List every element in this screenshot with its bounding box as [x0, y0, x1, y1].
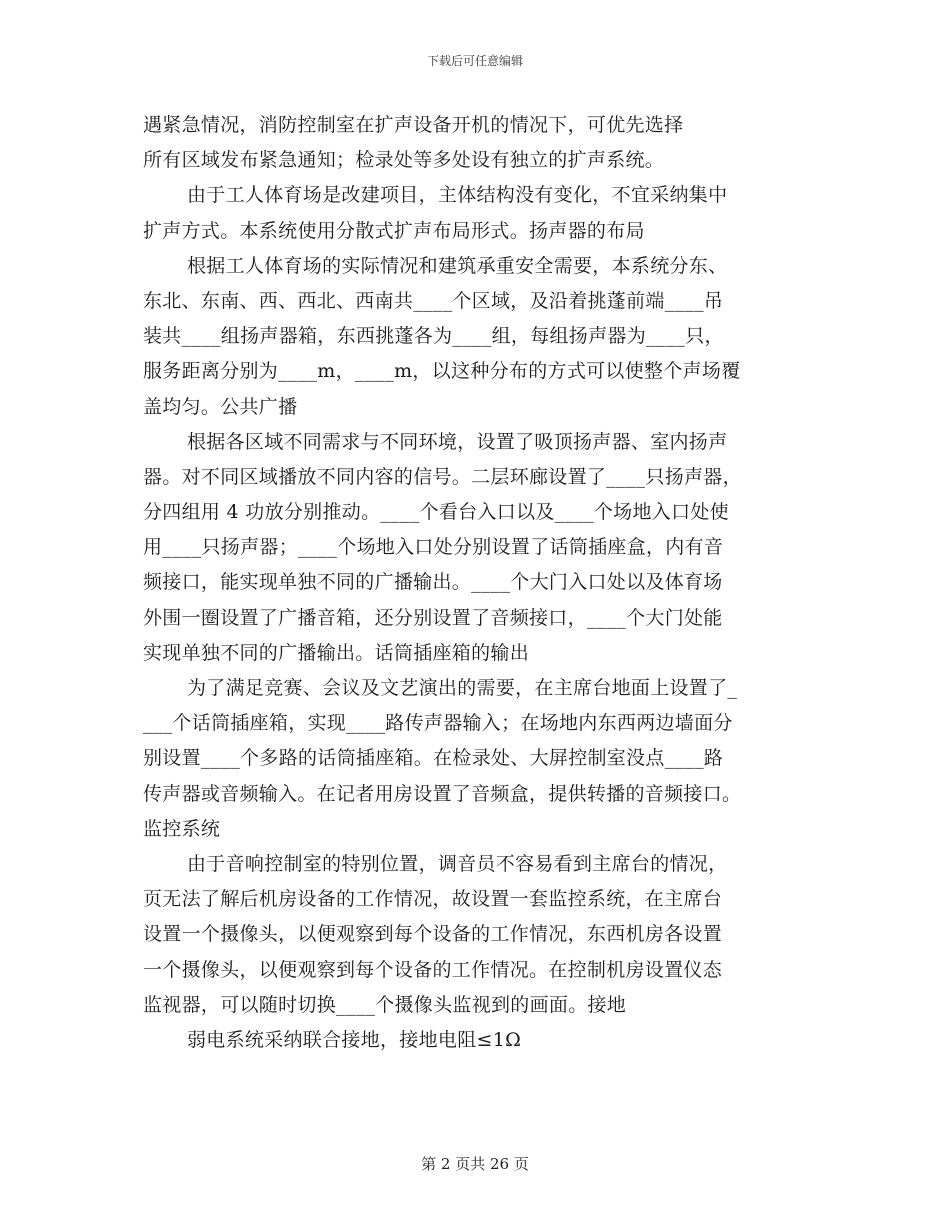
text-line: 由于工人体育场是改建项目，主体结构没有变化，不宜采纳集中 — [187, 184, 728, 207]
text-line: 扩声方式。本系统使用分散式扩声布局形式。扬声器的布局 — [143, 219, 645, 242]
text-line: 分四组用 4 功放分别推动。____个看台入口以及____个场地入口处使 — [143, 501, 729, 524]
text-line: 监控系统 — [143, 817, 221, 840]
text-line: 监视器，可以随时切换____个摄像头监视到的画面。接地 — [143, 993, 627, 1016]
text-line: 装共____组扬声器箱，东西挑蓬各为____组，每组扬声器为____只， — [143, 325, 724, 348]
text-line: 盖均匀。公共广播 — [143, 395, 298, 418]
text-line: 用____只扬声器；____个场地入口处分别设置了话筒插座盒，内有音 — [143, 536, 724, 559]
text-line: 服务距离分别为____m，____m，以这种分布的方式可以使整个声场覆 — [143, 360, 741, 383]
text-line: 东北、东南、西、西北、西南共____个区域，及沿着挑蓬前端____吊 — [143, 289, 724, 312]
text-line: 根据工人体育场的实际情况和建筑承重安全需要，本系统分东、 — [187, 254, 728, 277]
text-line: 所有区域发布紧急通知；检录处等多处设有独立的扩声系统。 — [143, 149, 665, 172]
text-line: 页无法了解后机房设备的工作情况，故设置一套监控系统，在主席台 — [143, 888, 723, 911]
text-line: 外围一圈设置了广播音箱，还分别设置了音频接口，____个大门处能 — [143, 606, 723, 629]
text-line: 弱电系统采纳联合接地，接地电阻≤1Ω — [187, 1028, 522, 1051]
page-header: 下载后可任意编辑 — [426, 54, 523, 68]
text-line: 为了满足竞赛、会议及文艺演出的需要，在主席台地面上设置了_ — [187, 677, 738, 699]
document-body — [143, 108, 815, 1058]
text-line: 一个摄像头，以便观察到每个设备的工作情况。在控制机房设置仪态 — [143, 958, 723, 981]
page-number: 第 2 页共 26 页 — [421, 1155, 529, 1173]
text-line: 频接口，能实现单独不同的广播输出。____个大门入口处以及体育场 — [143, 571, 723, 594]
text-line: 器。对不同区域播放不同内容的信号。二层环廊设置了____只扬声器， — [143, 465, 742, 488]
text-line: 遇紧急情况，消防控制室在扩声设备开机的情况下，可优先选择 — [143, 114, 684, 136]
text-line: 传声器或音频输入。在记者用房设置了音频盒，提供转播的音频接口。 — [143, 782, 742, 805]
text-line: 实现单独不同的广播输出。话筒插座箱的输出 — [143, 641, 530, 664]
text-line: 根据各区域不同需求与不同环境，设置了吸顶扬声器、室内扬声 — [187, 430, 728, 453]
text-line: 别设置____个多路的话筒插座箱。在检录处、大屏控制室没点____路 — [143, 747, 724, 770]
text-line: 设置一个摄像头，以便观察到每个设备的工作情况，东西机房各设置 — [143, 923, 723, 946]
text-line: 由于音响控制室的特别位置，调音员不容易看到主席台的情况， — [187, 852, 728, 875]
text-line: ___个话筒插座箱，实现____路传声器输入；在场地内东西两边墙面分 — [143, 712, 733, 735]
